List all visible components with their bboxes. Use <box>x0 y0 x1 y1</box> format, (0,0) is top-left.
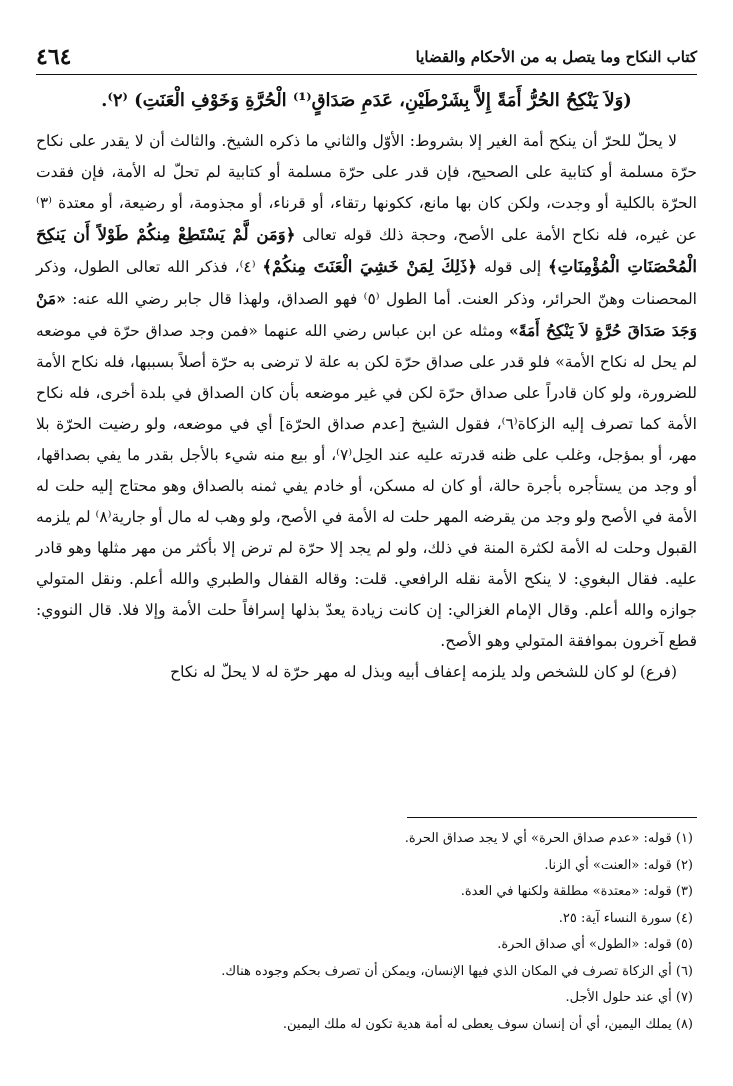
page-header <box>36 42 697 75</box>
matn-text: (وَلاَ يَنْكِحُ الحُرُّ أَمَةً إِلاَّ بِشَرْطَيْنِ، عَدَمِ صَدَاقٍ⁽¹⁾ الْحُرَّةِ وَخَوْفِ الْعَنَتِ) ⁽٢⁾. <box>101 90 632 111</box>
footnote-3: (٣) قوله: «معتدة» مطلقة ولكنها في العدة. <box>460 884 693 899</box>
commentary-paragraph-1 <box>36 126 697 657</box>
paragraph-1-segment-1: لا يحلّ للحرّ أن ينكح أمة الغير إلا بشروط: الأوّل والثاني ما ذكره الشيخ. والثالث أن لا يقدر على نكاح حرّة مسلمة أو كتابية على الصحيح، فإن قدر على حرّة مسلمة أو كتابية لم تحلّ له الأمة، فإن فقدت الحرّة بالكلية أو وجدت، ولكن كان بها مانع، ككونها رتقاء، أو قرناء، أو مجذومة، أو رضيعة، أو معتدة ⁽٣⁾ عن غيره، فله نكاح الأمة على الأصح، وحجة ذلك قوله تعالى <box>36 132 697 244</box>
page-number: ٤٦٤ <box>36 44 72 70</box>
footnote-5: (٥) قوله: «الطول» أي صداق الحرة. <box>497 937 693 952</box>
footnote-8: (٨) يملك اليمين، أي أن إنسان سوف يعطى له أمة هدية تكون له ملك اليمين. <box>282 1016 693 1032</box>
running-title: كتاب النكاح وما يتصل به من الأحكام والقضايا <box>415 48 697 66</box>
footnote-6: (٦) أي الزكاة تصرف في المكان الذي فيها الإنسان، ويمكن أن تصرف بحكم وجوده هناك. <box>221 963 693 979</box>
quran-verse-2: ﴿ذَلِكَ لِمَنْ خَشِيَ الْعَنَتَ مِنكُمْ﴾ <box>262 257 478 276</box>
footnote-2: (٢) قوله: «العنت» أي الزنا. <box>544 857 693 873</box>
footnote-separator <box>407 817 697 818</box>
paragraph-1-segment-3: ⁽٤⁾، فذكر الله تعالى الطول، وذكر المحصنات وهنّ الحرائر، وذكر العنت. أما الطول ⁽٥⁾ فهو الصداق، ولهذا قال جابر رضي الله عنه: <box>36 258 697 308</box>
hadith-quote: «مَنْ وَجَدَ صَدَاقَ حُرَّةٍ لاَ يَنْكِحُ أَمَةً» <box>36 289 697 340</box>
footnote-4: (٤) سورة النساء آية: ٢٥. <box>558 910 693 926</box>
commentary-paragraph-2: (فرع) لو كان للشخص ولد يلزمه إعفاف أبيه وبذل له مهر حرّة له لا يحلّ له نكاح <box>170 663 677 681</box>
footnote-1: (١) قوله: «عدم صداق الحرة» أي لا يجد صداق الحرة. <box>404 831 693 846</box>
commentary-body <box>36 126 697 688</box>
footnote-7: (٧) أي عند حلول الأجل. <box>565 990 693 1005</box>
quran-verse-1: ﴿وَمَن لَّمْ يَسْتَطِعْ مِنكُمْ طَوْلاً أَن يَنكِحَ الْمُحْصَنَاتِ الْمُؤْمِنَاتِ﴾ <box>36 225 698 276</box>
footnotes <box>36 826 693 1038</box>
paragraph-1-segment-4: ومثله عن ابن عباس رضي الله عنهما «فمن وجد صداق حرّة في موضعه لم يحل له نكاح الأمة» فلو قدر على صداق حرّة لكن به علة لا ترضى به حرّة أصلاً بسببها، فله نكاح الأمة للضرورة، ولو كان قادراً على صداق حرّة لكن في غير موضعه بأن كان الصداق في بلدة أخرى، فله نكاح الأمة كما تصرف إليه الزكاة⁽٦⁾، فقول الشيخ [عدم صداق الحرّة] أي في موضعه، ولو رضيت الحرّة بلا مهر، أو بمؤجل، وغلب على ظنه قدرته عليه عند الحِل⁽٧⁾، أو بيع منه شيء بالأجل بقدر ما يفي بصداقها، أو وجد من يستأجره بأجرة حالة، أو كان له مسكن، أو خادم يفي ثمنه بالصداق وهو محتاج إليه حلت له الأمة في الأصح ولو وجد من يقرضه المهر حلت له الأمة في الأصح، ولو وهب له مال أو جارية⁽٨⁾ لم يلزمه القبول وحلت له الأمة لكثرة المنة في ذلك، ولو لم يجد إلا حرّة لم ترض إلا بأكثر من مهر مثلها وهو قادر عليه. فقال البغوي: لا ينكح الأمة نقله الرافعي. قلت: وقاله القفال والطبري والله أعلم. ونقل المتولي جوازه والله أعلم. وقال الإمام الغزالي: إن كانت زيادة يعدّ بذلها إسرافاً حلت الأمة وإلا فلا. قال النووي: قطع آخرون بموافقة المتولي وهو الأصح. <box>36 322 698 650</box>
paragraph-1-segment-2: إلى قوله <box>483 258 542 276</box>
